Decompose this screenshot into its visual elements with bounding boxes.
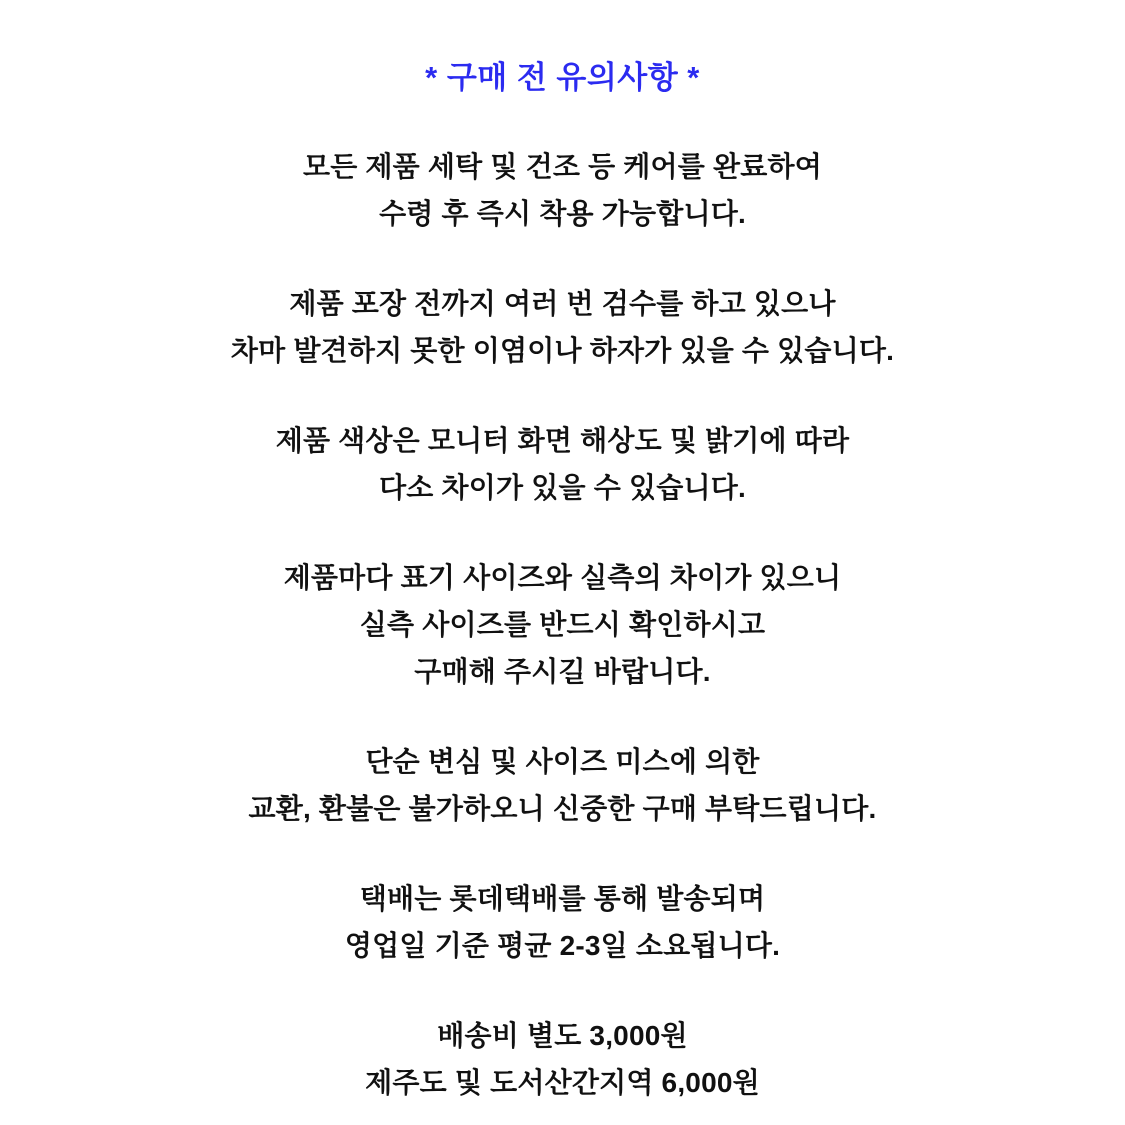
page-title: * 구매 전 유의사항 *	[425, 60, 700, 95]
notice-paragraph-inspection	[0, 280, 1125, 374]
notice-line: 영업일 기준 평균 2-3일 소요됩니다.	[344, 930, 781, 961]
notice-line: 제품마다 표기 사이즈와 실측의 차이가 있으니	[283, 562, 842, 593]
notice-paragraph-color	[0, 417, 1125, 511]
notice-line: 구매해 주시길 바랍니다.	[414, 656, 711, 687]
notice-line: 택배는 롯데택배를 통해 발송되며	[359, 883, 766, 914]
notice-paragraph-shipping-carrier	[0, 875, 1125, 969]
notice-paragraph-size	[0, 554, 1125, 695]
notice-line: 모든 제품 세탁 및 건조 등 케어를 완료하여	[302, 151, 823, 182]
notice-line: 실측 사이즈를 반드시 확인하시고	[359, 609, 766, 640]
notice-body	[0, 143, 1125, 1106]
notice-paragraph-care	[0, 143, 1125, 237]
notice-line: 차마 발견하지 못한 이염이나 하자가 있을 수 있습니다.	[230, 335, 895, 366]
notice-line: 교환, 환불은 불가하오니 신중한 구매 부탁드립니다.	[248, 793, 877, 824]
notice-line: 수령 후 즉시 착용 가능합니다.	[379, 198, 746, 229]
notice-line: 배송비 별도 3,000원	[437, 1020, 688, 1051]
notice-line: 제주도 및 도서산간지역 6,000원	[365, 1067, 760, 1098]
notice-paragraph-shipping-fee	[0, 1012, 1125, 1106]
notice-line: 제품 포장 전까지 여러 번 검수를 하고 있으나	[289, 288, 836, 319]
notice-paragraph-refund	[0, 738, 1125, 832]
notice-line: 단순 변심 및 사이즈 미스에 의한	[365, 746, 760, 777]
notice-line: 제품 색상은 모니터 화면 해상도 및 밝기에 따라	[275, 425, 850, 456]
notice-line: 다소 차이가 있을 수 있습니다.	[379, 472, 746, 503]
